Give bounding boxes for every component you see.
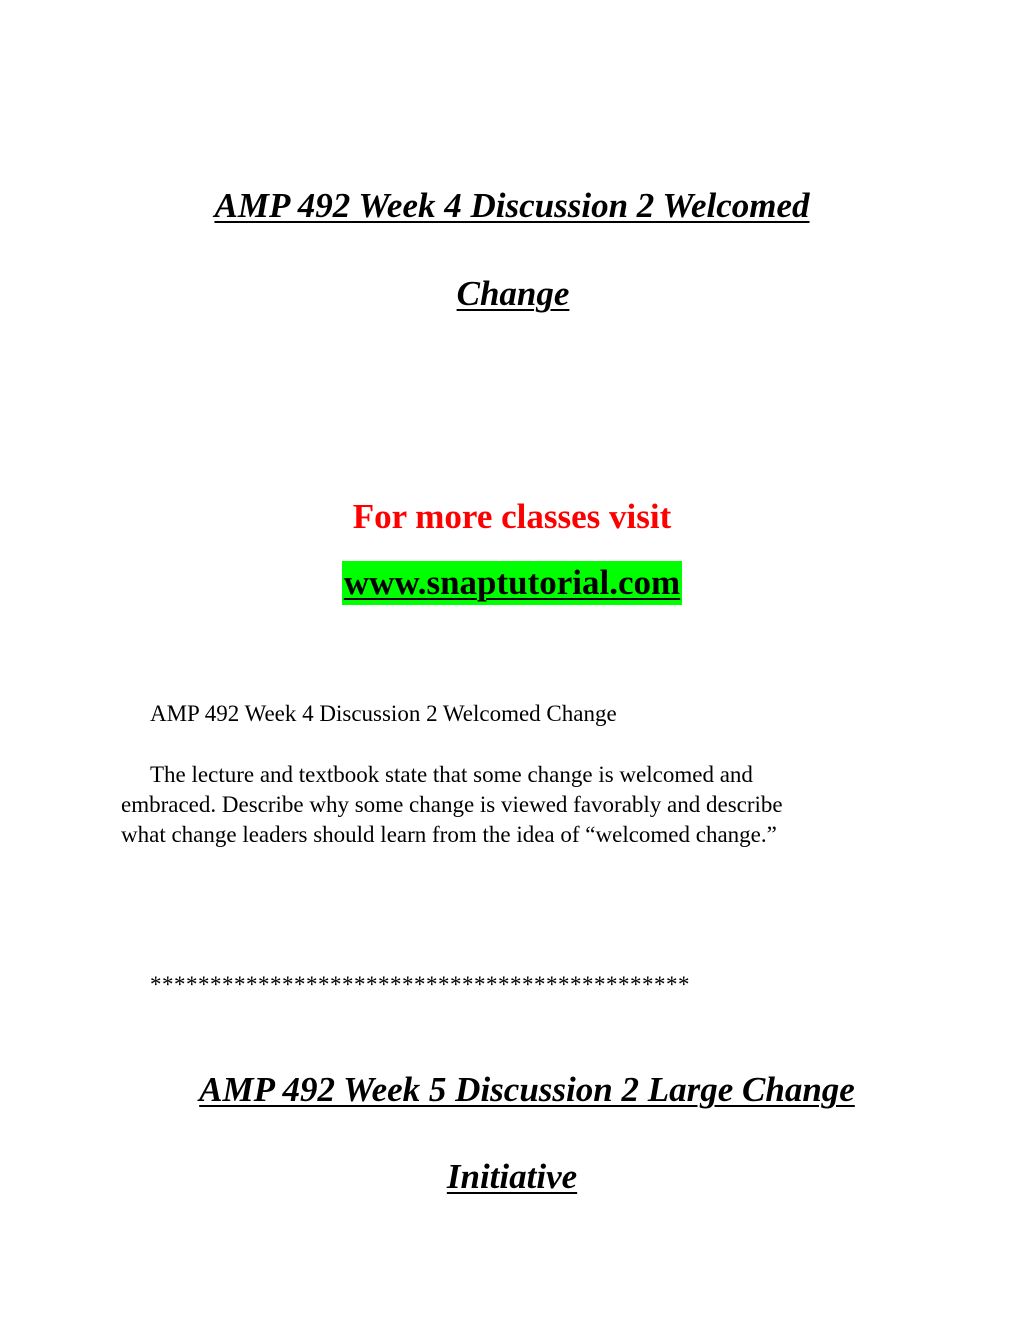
- site-link-wrapper: [0, 561, 1024, 605]
- heading-week5-line1: [15, 1070, 1024, 1110]
- paragraph-line-3: what change leaders should learn from the idea of “welcomed change.”: [121, 822, 777, 847]
- paragraph-line-2: embraced. Describe why some change is viewed favorably and describe: [121, 792, 783, 817]
- heading-week5-line2-text: Initiative: [446, 1157, 578, 1196]
- heading-week5-line1-text: AMP 492 Week 5 Discussion 2 Large Change: [199, 1070, 855, 1109]
- heading-week4-line2: [1, 274, 1024, 314]
- heading-week4-line1: [0, 186, 1024, 226]
- paragraph-line-1: The lecture and textbook state that some change is welcomed and: [150, 762, 753, 787]
- heading-week4-line1-text: AMP 492 Week 4 Discussion 2 Welcomed: [214, 186, 810, 225]
- subtitle: AMP 492 Week 4 Discussion 2 Welcomed Change: [150, 701, 617, 726]
- heading-week4-line2-text: Change: [456, 274, 570, 313]
- separator-stars: *********************************************: [150, 972, 690, 997]
- site-link[interactable]: www.snaptutorial.com: [342, 561, 682, 605]
- visit-text: For more classes visit: [352, 497, 672, 536]
- heading-week5-line2: [0, 1157, 1024, 1197]
